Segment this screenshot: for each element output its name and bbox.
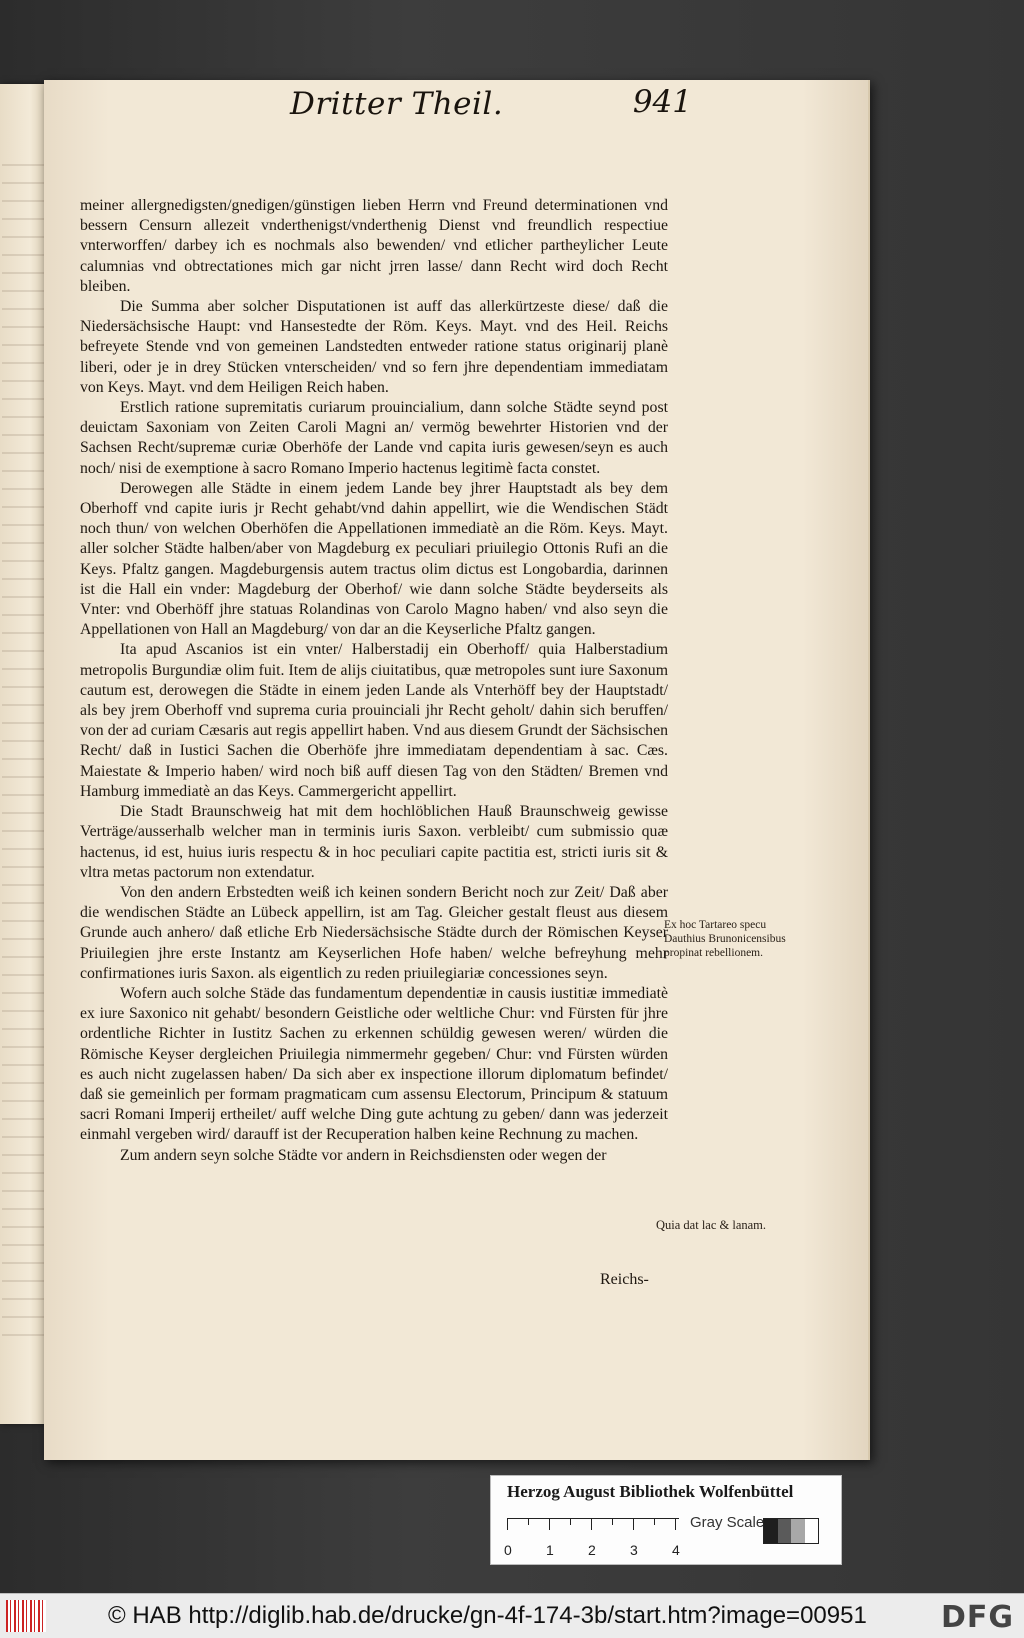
running-title: Dritter Theil. — [290, 86, 504, 122]
swatch-white — [805, 1519, 819, 1543]
ruler-tick — [570, 1518, 571, 1525]
ruler-tick — [675, 1518, 676, 1530]
ruler-number: 0 — [504, 1542, 512, 1558]
facing-page-edge — [0, 84, 50, 1424]
ruler-number: 1 — [546, 1542, 554, 1558]
library-name: Herzog August Bibliothek Wolfenbüttel — [507, 1482, 794, 1501]
ruler-tick — [528, 1518, 529, 1525]
ruler-tick — [654, 1518, 655, 1525]
paragraph: Die Stadt Braunschweig hat mit dem hochlöblichen Hauß Braunschweig gewisse Verträge/ausserhalb welcher man in terminis iuris Saxon. verbleibt/ cum submissio quæ hactenus, id est, huius iuris respectu & in hoc peculiari capite pactitia est, stricti iuris sit & vltra metas pactorum non extendatur. — [80, 803, 668, 881]
ruler-tick — [612, 1518, 613, 1525]
footer-bar — [0, 1593, 1024, 1638]
ruler-number: 4 — [672, 1542, 680, 1558]
swatch-dark-gray — [778, 1519, 792, 1543]
ruler-tick — [507, 1518, 508, 1530]
scale-ruler — [507, 1518, 679, 1540]
dfg-logo: DFG — [940, 1600, 1014, 1635]
paragraph: meiner allergnedigsten/gnedigen/günstigen lieben Herrn vnd Freund determinationen vnd bessern Censurn allezeit vnderthenigst/vnderthenig Dienst vnd freundlich respectiue vnterworffen/ darbey ich es nochmals also bewenden/ vnd etlicher partheylicher Leute calumnias vnd obtrectationes mich gar nicht jrren lasse/ dann Recht wird doch Recht bleiben. — [80, 197, 668, 295]
facing-page-bleed — [2, 164, 44, 1344]
paragraph: Zum andern seyn solche Städte vor andern in Reichsdiensten oder wegen der — [120, 1146, 607, 1164]
ruler-number: 2 — [588, 1542, 596, 1558]
page-number: 941 — [632, 84, 692, 120]
swatch-black — [764, 1519, 778, 1543]
copyright-link[interactable]: © HAB http://diglib.hab.de/drucke/gn-4f-174-3b/start.htm?image=00951 — [108, 1602, 867, 1629]
ruler-tick — [549, 1518, 550, 1530]
library-color-chart — [490, 1475, 842, 1565]
paragraph: Die Summa aber solcher Disputationen ist auff das allerkürtzeste diese/ daß die Niedersächsische Haupt: vnd Hansestedte der Röm. Keys. Mayt. vnd des Heil. Reichs befreyete Stende vnd von gemeinen Landstedten entweder ratione status originarij planè liberi, oder je in drey Stücken vnterscheiden/ vnd so fern jhre dependentiam immediatam von Keys. Mayt. vnd dem Heiligen Reich haben. — [80, 298, 668, 396]
ruler-tick — [633, 1518, 634, 1530]
gray-swatch — [763, 1518, 819, 1544]
paragraph: Erstlich ratione supremitatis curiarum prouincialium, dann solche Städte seynd post deuictam Saxoniam von Zeiten Caroli Magni an/ vermög bewehrter Historien vnd der Sachsen Recht/supremæ curiæ Oberhöfe der Lande vnd capita iuris gewesen/seyn es auch noch/ nisi de exemptione à sacro Romano Imperio hactenus legitimè facta constet. — [80, 399, 668, 477]
running-head — [240, 84, 692, 128]
margin-note: Ex hoc Tartareo specu Dauthius Brunonicensibus propinat rebellionem. — [664, 919, 786, 959]
barcode-logo — [6, 1600, 46, 1632]
paragraph: Ita apud Ascanios ist ein vnter/ Halberstadij ein Oberhoff/ quia Halberstadium metropolis Burgundiæ olim fuit. Item de alijs ciuitatibus, quæ metropoles sunt iure Saxonum cautum est, derowegen die Städte in einem jeden Lande als Vnterhöff bey der Hauptstadt/ als bey jrem Oberhoff vnd suprema curia prouinciali jhr Recht geholt/ dahin sich beruffen/ von der ad curiam Cæsaris aut regis appellirt haben. Vnd aus diesem Grundt der Sächsischen Recht/ daß in Iustici Sachen die Oberhöfe jhre immediatam dependentiam à sac. Cæs. Maiestate & Imperio haben/ wird noch biß auff diesen Tag von den Städten/ Bremen vnd Hamburg immediatè an das Keys. Cammergericht appellirt. — [80, 641, 668, 800]
gray-scale-caption: Gray Scale — [690, 1514, 765, 1531]
swatch-light-gray — [791, 1519, 805, 1543]
paragraph: Wofern auch solche Städe das fundamentum dependentiæ in causis iustitiæ immediatè ex iure Saxonico nit gehabt/ besondern Geistliche oder weltliche Chur: vnd Fürsten für jhre ordentliche Richter in Iustitz Sachen zu erkennen schüldig gewesen weren/ würden die Römische Keyser dergleichen Priuilegia nimmermehr gegeben/ Chur: vnd Fürsten würden es auch nicht zugelassen haben/ Da sich aber ex inspectione illorum diplomatum befindet/ daß sie gemeinlich per formam pragmaticam cum assensu Electorum, Principum & statuum sacri Romani Imperij ertheilet/ auff welche Ding gute achtung zu geben/ dann was jederzeit einmahl vergeben wird/ darauff ist der Recuperation halben keine Rechnung zu machen. — [80, 984, 668, 1144]
ruler-number: 3 — [630, 1542, 638, 1558]
paragraph: Derowegen alle Städte in einem jedem Lande bey jhrer Hauptstadt als bey dem Oberhoff vnd capite iuris jr Recht gehabt/vnd dahin appellirt, wie die Wendischen Städt noch thun/ von welchen Oberhöfen die Appellationen immediatè an die Röm. Keys. Mayt. aller solcher Städte halben/aber von Magdeburg ex peculiari priuilegio Ottonis Rufi an die Keys. Pfaltz gangen. Magdeburgensis autem tractus olim dictus est Longobardia, darinnen ist die Hall ein vnder: Magdeburg der Oberhof/ wie dann solche Städte beyderseits als Vnter: vnd Oberhöff jhre statuas Rolandinas von Carolo Magno haben/ vnd also seyn die Appellationen von Hall an Magdeburg/ von dar an die Keyserliche Pfaltz gangen. — [80, 479, 668, 639]
catchword: Reichs- — [600, 1271, 649, 1288]
paragraph: Von den andern Erbstedten weiß ich keinen sondern Bericht noch zur Zeit/ Daß aber die wendischen Städte an Lübeck appellirn, ist am Tag. Gleicher gestalt fleust aus diesem Grunde auch anhero/ daß etliche Erb Niedersächsische Städte durch der Römischen Keyser Priuilegien jhre erste Instantz am Keyserlichen Hofe haben/ welche befreyhung mehr confirmationes iuris Saxon. als eigentlich zu reden priuilegiariæ concessiones seyn. — [80, 883, 668, 982]
margin-note: Quia dat lac & lanam. — [656, 1218, 767, 1232]
body-text — [80, 196, 668, 1166]
ruler-tick — [591, 1518, 592, 1530]
